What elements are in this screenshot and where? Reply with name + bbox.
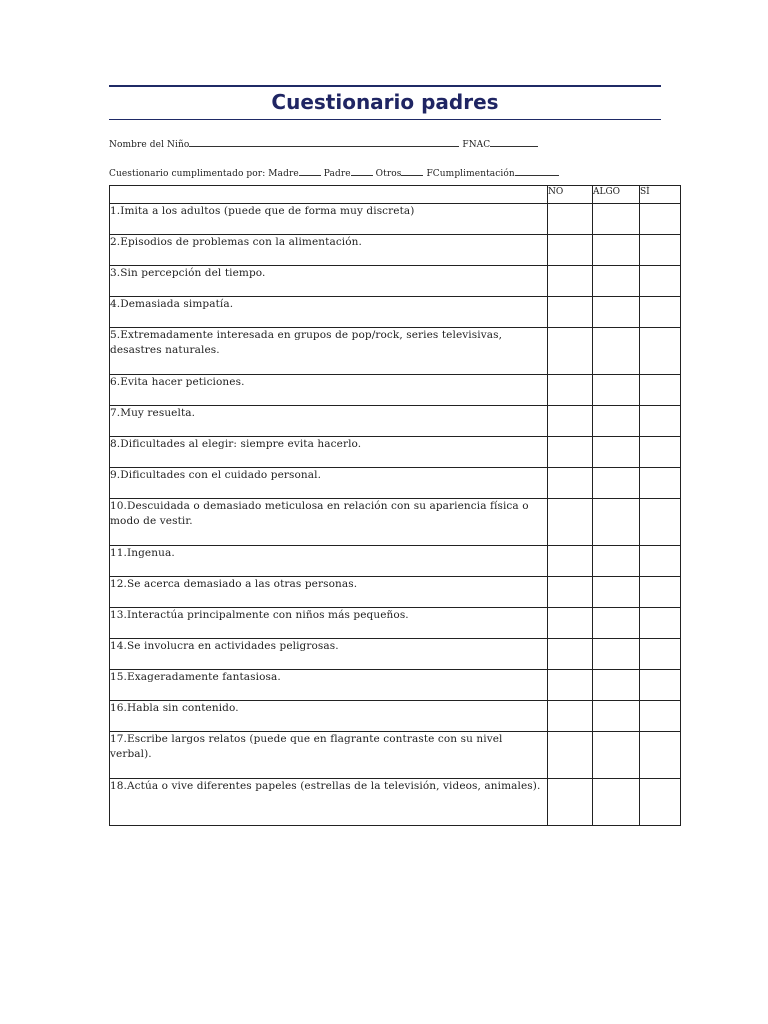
table-row [110,468,681,499]
answer-cell-algo[interactable] [593,235,640,266]
page-title: Cuestionario padres [271,90,499,114]
answer-cell-no[interactable] [548,406,593,437]
answer-cell-si[interactable] [640,732,681,779]
answer-cell-algo[interactable] [593,375,640,406]
table-row [110,732,681,779]
answer-cell-algo[interactable] [593,701,640,732]
otros-label: Otros [375,169,402,179]
question-text: 15.Exageradamente fantasiosa. [110,670,548,701]
answer-cell-algo[interactable] [593,499,640,546]
child-info-line [109,137,538,150]
question-text: 5.Extremadamente interesada en grupos de pop/rock, series televisivas, desastres naturales. [110,328,548,375]
question-text: 17.Escribe largos relatos (puede que en flagrante contraste con su nivel verbal). [110,732,548,779]
question-text: 13.Interactúa principalmente con niños más pequeños. [110,608,548,639]
answer-cell-no[interactable] [548,468,593,499]
question-text: 11.Ingenua. [110,546,548,577]
fnac-label: FNAC [462,140,491,150]
answer-cell-no[interactable] [548,546,593,577]
answer-cell-no[interactable] [548,235,593,266]
answer-cell-si[interactable] [640,266,681,297]
question-text: 1.Imita a los adultos (puede que de forma muy discreta) [110,204,548,235]
table-row [110,639,681,670]
header-algo: ALGO [593,186,640,204]
completed-by-label: Cuestionario cumplimentado por: Madre [109,169,299,179]
fcumplimentacion-field[interactable] [515,166,559,176]
answer-cell-si[interactable] [640,639,681,670]
answer-cell-algo[interactable] [593,297,640,328]
header-row [110,186,681,204]
answer-cell-algo[interactable] [593,732,640,779]
table-row [110,546,681,577]
answer-cell-no[interactable] [548,639,593,670]
answer-cell-no[interactable] [548,701,593,732]
answer-cell-no[interactable] [548,577,593,608]
question-text: 6.Evita hacer peticiones. [110,375,548,406]
answer-cell-no[interactable] [548,297,593,328]
answer-cell-algo[interactable] [593,639,640,670]
question-text: 18.Actúa o vive diferentes papeles (estrellas de la televisión, videos, animales). [110,779,548,826]
table-row [110,235,681,266]
answer-cell-algo[interactable] [593,437,640,468]
header-blank [110,186,548,204]
answer-cell-no[interactable] [548,437,593,468]
table-row [110,701,681,732]
question-text: 8.Dificultades al elegir: siempre evita hacerlo. [110,437,548,468]
answer-cell-algo[interactable] [593,577,640,608]
answer-cell-algo[interactable] [593,468,640,499]
table-row [110,670,681,701]
completed-by-line [109,166,559,179]
table-row [110,779,681,826]
question-text: 2.Episodios de problemas con la alimentación. [110,235,548,266]
answer-cell-si[interactable] [640,437,681,468]
answer-cell-si[interactable] [640,701,681,732]
answer-cell-si[interactable] [640,235,681,266]
answer-cell-si[interactable] [640,546,681,577]
question-text: 10.Descuidada o demasiado meticulosa en relación con su apariencia física o modo de vestir. [110,499,548,546]
table-row [110,297,681,328]
questionnaire-table [109,185,681,826]
answer-cell-algo[interactable] [593,204,640,235]
answer-cell-algo[interactable] [593,266,640,297]
answer-cell-algo[interactable] [593,546,640,577]
table-row [110,266,681,297]
answer-cell-no[interactable] [548,499,593,546]
answer-cell-si[interactable] [640,670,681,701]
table-row [110,406,681,437]
child-name-field[interactable] [189,137,459,147]
answer-cell-si[interactable] [640,499,681,546]
answer-cell-algo[interactable] [593,406,640,437]
answer-cell-si[interactable] [640,608,681,639]
child-name-label: Nombre del Niño [109,140,190,150]
header-no: NO [548,186,593,204]
otros-field[interactable] [401,166,423,176]
question-text: 7.Muy resuelta. [110,406,548,437]
table-row [110,204,681,235]
fcumplimentacion-label: FCumplimentación [426,169,515,179]
answer-cell-si[interactable] [640,297,681,328]
answer-cell-no[interactable] [548,732,593,779]
answer-cell-no[interactable] [548,204,593,235]
title-block [109,85,661,120]
answer-cell-si[interactable] [640,468,681,499]
table-row [110,437,681,468]
answer-cell-no[interactable] [548,266,593,297]
answer-cell-si[interactable] [640,328,681,375]
answer-cell-si[interactable] [640,406,681,437]
answer-cell-si[interactable] [640,375,681,406]
answer-cell-algo[interactable] [593,328,640,375]
fnac-field[interactable] [490,137,538,147]
table-row [110,328,681,375]
question-text: 9.Dificultades con el cuidado personal. [110,468,548,499]
answer-cell-algo[interactable] [593,608,640,639]
answer-cell-algo[interactable] [593,670,640,701]
answer-cell-no[interactable] [548,779,593,826]
answer-cell-no[interactable] [548,375,593,406]
answer-cell-no[interactable] [548,670,593,701]
table-row [110,499,681,546]
answer-cell-si[interactable] [640,204,681,235]
answer-cell-si[interactable] [640,779,681,826]
table-row [110,608,681,639]
padre-field[interactable] [351,166,373,176]
question-text: 3.Sin percepción del tiempo. [110,266,548,297]
answer-cell-no[interactable] [548,608,593,639]
question-text: 14.Se involucra en actividades peligrosas. [110,639,548,670]
question-text: 4.Demasiada simpatía. [110,297,548,328]
answer-cell-algo[interactable] [593,779,640,826]
padre-label: Padre [323,169,351,179]
answer-cell-si[interactable] [640,577,681,608]
answer-cell-no[interactable] [548,328,593,375]
table-row [110,375,681,406]
question-text: 16.Habla sin contenido. [110,701,548,732]
madre-field[interactable] [299,166,321,176]
header-si: SÍ [640,186,681,204]
question-text: 12.Se acerca demasiado a las otras personas. [110,577,548,608]
table-row [110,577,681,608]
